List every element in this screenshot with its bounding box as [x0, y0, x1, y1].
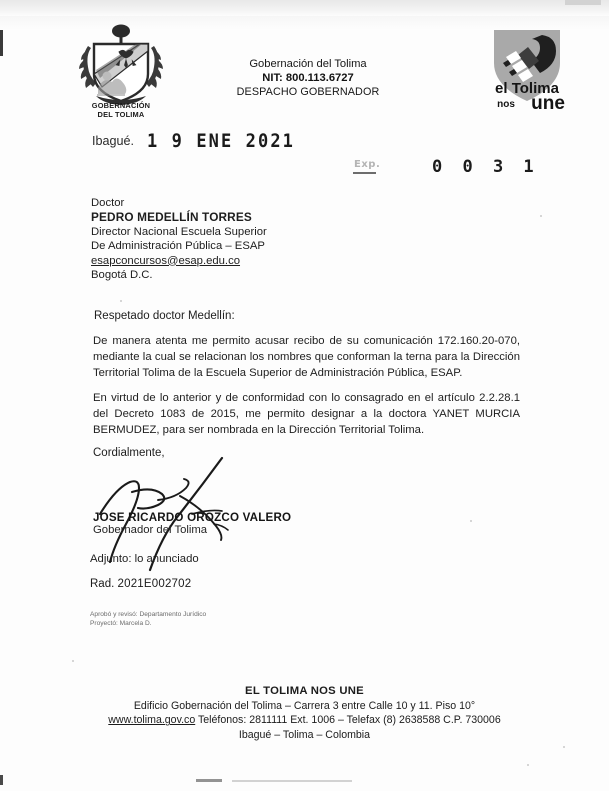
addressee-city: Bogotá D.C. — [91, 269, 153, 282]
city-label: Ibagué. — [92, 134, 135, 148]
footer-contact-line — [30, 713, 579, 727]
radicado-label: Rad. — [90, 578, 115, 590]
date-stamp: 1 9 ENE 2021 — [147, 130, 296, 153]
faint-stamp-underline — [353, 172, 376, 174]
footer-website[interactable]: www.tolima.gov.co — [108, 714, 196, 727]
attachment-note: Adjunto: lo anunciado — [90, 553, 199, 565]
svg-text:el Tolima: el Tolima — [495, 80, 559, 97]
footer-phone-info: Teléfonos: 2811111 Ext. 1006 – Telefax (8) 2638588 C.P. 730006 — [195, 714, 501, 727]
scan-speck — [470, 520, 472, 522]
scan-speck — [120, 300, 122, 302]
addressee-title: Doctor — [91, 197, 125, 209]
processing-metadata — [90, 611, 206, 628]
salutation: Respetado doctor Medellín: — [94, 310, 235, 322]
scan-edge-mark-top-right — [565, 0, 601, 5]
addressee-name: PEDRO MEDELLÍN TORRES — [91, 210, 252, 225]
svg-text:nos: nos — [497, 99, 515, 110]
svg-text:une: une — [531, 93, 565, 112]
closing-line: Cordialmente, — [93, 447, 165, 459]
footer-slogan: EL TOLIMA NOS UNE — [245, 685, 364, 697]
body-paragraph-2: En virtud de lo anterior y de conformidad con lo consagrado en el artículo 2.2.28.1 del Decreto 1083 de 2015, me permito designar a la doctora YANET MURCIA BERMUDEZ, para ser nombrada en la Dirección Territorial Tolima. — [93, 392, 520, 437]
signer-name: JOSE RICARDO OROZCO VALERO — [93, 511, 292, 524]
scan-speck — [540, 215, 542, 217]
office-name: DESPACHO GOBERNADOR — [236, 86, 380, 98]
addressee-position-line2: De Administración Pública – ESAP — [91, 240, 265, 253]
scan-speck — [563, 746, 565, 748]
letterhead-text — [180, 57, 436, 99]
scan-smudge-secondary — [232, 780, 352, 782]
signer-title: Gobernador del Tolima — [93, 524, 208, 536]
faint-stamp-mark: Exp. — [354, 159, 381, 170]
scan-smudge — [196, 779, 222, 782]
coat-of-arms-caption-line1: GOBERNACIÓN — [91, 101, 151, 110]
coat-of-arms-caption-line2: DEL TOLIMA — [97, 110, 145, 119]
scan-speck — [72, 660, 74, 662]
scan-edge-mark-left — [0, 30, 3, 56]
radicado-value: 2021E002702 — [117, 578, 192, 590]
approved-by-note: Aprobó y revisó: Departamento Jurídico — [90, 611, 207, 618]
brand-logo — [472, 27, 582, 112]
entity-nit: NIT: 800.113.6727 — [262, 72, 354, 84]
addressee-email[interactable]: esapconcursos@esap.edu.co — [91, 254, 241, 267]
radicado-number-stamp: 0 0 3 1 — [432, 157, 539, 177]
entity-name: Gobernación del Tolima — [249, 58, 367, 70]
scan-edge-band — [0, 0, 609, 16]
scan-edge-mark-bottom-left — [0, 775, 3, 785]
addressee-position-line1: Director Nacional Escuela Superior — [91, 225, 267, 238]
scan-speck — [527, 764, 529, 766]
body-paragraph-1: De manera atenta me permito acusar recibo de su comunicación 172.160.20-070, mediante la cual se relacionan los nombres que conforman la terna para la Dirección Territorial Tolima de la Escuela Superior de Administración Pública, ESAP. — [93, 335, 520, 380]
coat-of-arms-icon — [62, 24, 180, 106]
radicado-line — [90, 578, 191, 590]
addressee-block — [91, 196, 421, 282]
footer-address: Edificio Gobernación del Tolima – Carrera 3 entre Calle 10 y 11. Piso 10° — [133, 700, 476, 712]
drafted-by-note: Proyectó: Marcela D. — [90, 619, 152, 627]
coat-of-arms-caption — [56, 101, 186, 119]
page-footer — [30, 684, 579, 742]
footer-location: Ibagué – Tolima – Colombia — [238, 728, 371, 741]
